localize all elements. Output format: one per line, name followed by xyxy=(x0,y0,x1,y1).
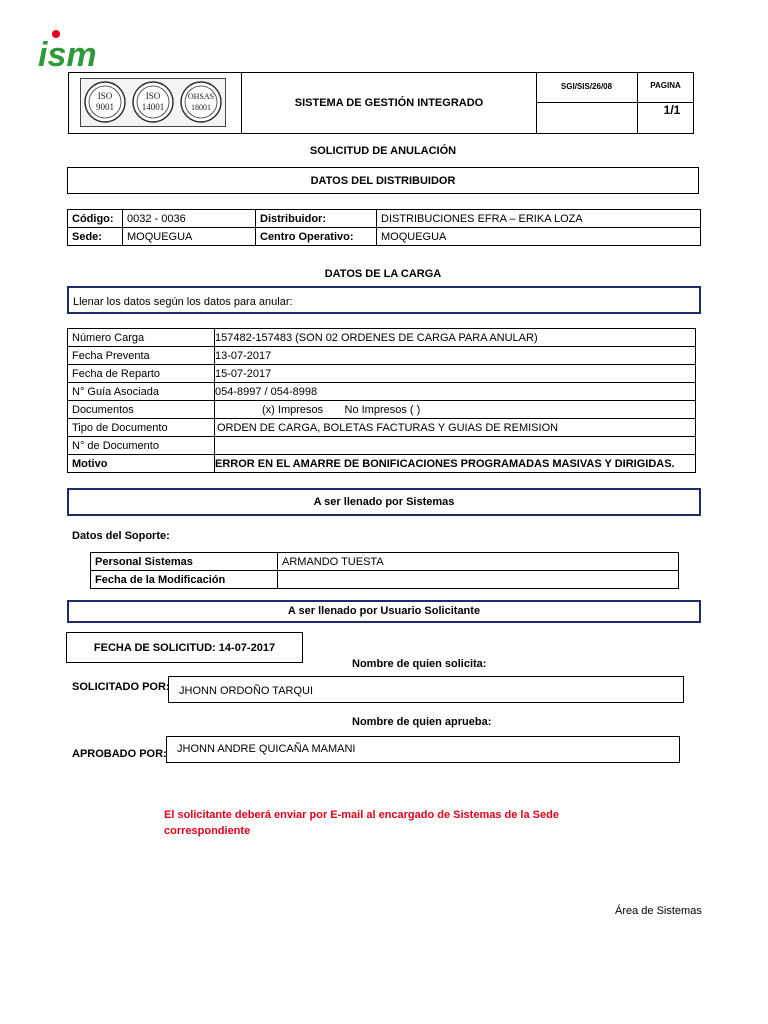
footer-area: Área de Sistemas xyxy=(615,905,702,917)
table-row xyxy=(68,347,696,365)
table-row xyxy=(68,455,696,473)
table-row xyxy=(68,329,696,347)
requested-by-label: SOLICITADO POR: xyxy=(72,681,170,693)
row-value: ERROR EN EL AMARRE DE BONIFICACIONES PROGRAMADAS MASIVAS Y DIRIGIDAS. xyxy=(215,455,696,473)
codigo-label: Código: xyxy=(68,210,123,228)
row-value xyxy=(278,571,679,589)
row-value: 157482-157483 (SON 02 ORDENES DE CARGA PARA ANULAR) xyxy=(215,329,696,347)
row-label: Fecha de Reparto xyxy=(68,365,215,383)
distribuidor-value: DISTRIBUCIONES EFRA – ERIKA LOZA xyxy=(377,210,701,228)
systems-section-title: A ser llenado por Sistemas xyxy=(67,488,701,516)
cargo-table xyxy=(67,328,696,473)
table-row xyxy=(91,571,679,589)
table-row xyxy=(68,383,696,401)
centro-operativo-label: Centro Operativo: xyxy=(256,228,377,246)
cargo-instruction: Llenar los datos según los datos para anular: xyxy=(67,286,701,314)
row-label: Documentos xyxy=(68,401,215,419)
row-label: Fecha de la Modificación xyxy=(91,571,278,589)
row-value: 15-07-2017 xyxy=(215,365,696,383)
table-row xyxy=(68,401,696,419)
doc-code: SGI/SIS/26/08 xyxy=(560,82,613,91)
company-logo xyxy=(38,28,118,74)
row-label: Fecha Preventa xyxy=(68,347,215,365)
row-label: Personal Sistemas xyxy=(91,553,278,571)
centro-operativo-value: MOQUEGUA xyxy=(377,228,701,246)
requester-section-title: A ser llenado por Usuario Solicitante xyxy=(67,600,701,623)
support-label: Datos del Soporte: xyxy=(72,530,170,542)
support-table xyxy=(90,552,679,589)
row-value: 13-07-2017 xyxy=(215,347,696,365)
row-label: Motivo xyxy=(68,455,215,473)
svg-text:OHSAS: OHSAS xyxy=(187,92,215,101)
row-label: Tipo de Documento xyxy=(68,419,215,437)
row-label: N° de Documento xyxy=(68,437,215,455)
table-row xyxy=(68,365,696,383)
svg-text:ISO: ISO xyxy=(145,91,161,101)
note-line-2: correspondiente xyxy=(164,825,251,837)
row-value: 054-8997 / 054-8998 xyxy=(215,383,696,401)
table-row xyxy=(91,553,679,571)
iso-9001-seal xyxy=(85,82,125,122)
approved-by-field: JHONN ANDRE QUICAÑA MAMANI xyxy=(166,736,680,763)
distribuidor-label: Distribuidor: xyxy=(256,210,377,228)
certification-seals xyxy=(80,78,226,127)
row-value: ARMANDO TUESTA xyxy=(278,553,679,571)
table-row xyxy=(68,419,696,437)
request-date: FECHA DE SOLICITUD: 14-07-2017 xyxy=(66,632,303,663)
svg-text:ISO: ISO xyxy=(97,91,113,101)
codigo-value: 0032 - 0036 xyxy=(123,210,256,228)
sede-label: Sede: xyxy=(68,228,123,246)
row-label: N° Guía Asociada xyxy=(68,383,215,401)
requested-by-field: JHONN ORDOÑO TARQUI xyxy=(168,676,684,703)
distributor-section-title: DATOS DEL DISTRIBUIDOR xyxy=(67,167,699,194)
svg-text:14001: 14001 xyxy=(141,102,165,112)
page-value: 1/1 xyxy=(663,103,681,117)
table-row xyxy=(68,437,696,455)
requester-name-label: Nombre de quien solicita: xyxy=(352,658,487,670)
ohsas-18001-seal xyxy=(181,82,221,122)
row-value xyxy=(215,437,696,455)
page-label: PAGINA xyxy=(650,81,681,90)
note-line-1: El solicitante deberá enviar por E-mail al encargado de Sistemas de la Sede xyxy=(164,809,559,821)
row-label: Número Carga xyxy=(68,329,215,347)
system-title: SISTEMA DE GESTIÓN INTEGRADO xyxy=(294,97,484,109)
approver-name-label: Nombre de quien aprueba: xyxy=(352,716,492,728)
svg-text:9001: 9001 xyxy=(96,102,114,112)
approved-by-label: APROBADO POR: xyxy=(72,748,167,760)
sede-value: MOQUEGUA xyxy=(123,228,256,246)
form-title: SOLICITUD DE ANULACIÓN xyxy=(309,145,457,157)
logo-text: ism xyxy=(38,36,97,74)
row-value: ORDEN DE CARGA, BOLETAS FACTURAS Y GUIAS DE REMISION xyxy=(215,419,696,437)
svg-text:18001: 18001 xyxy=(191,103,211,112)
iso-14001-seal xyxy=(133,82,173,122)
row-value: (x) Impresos No Impresos ( ) xyxy=(215,401,696,419)
distributor-table xyxy=(67,209,701,246)
cargo-section-title: DATOS DE LA CARGA xyxy=(324,268,442,280)
